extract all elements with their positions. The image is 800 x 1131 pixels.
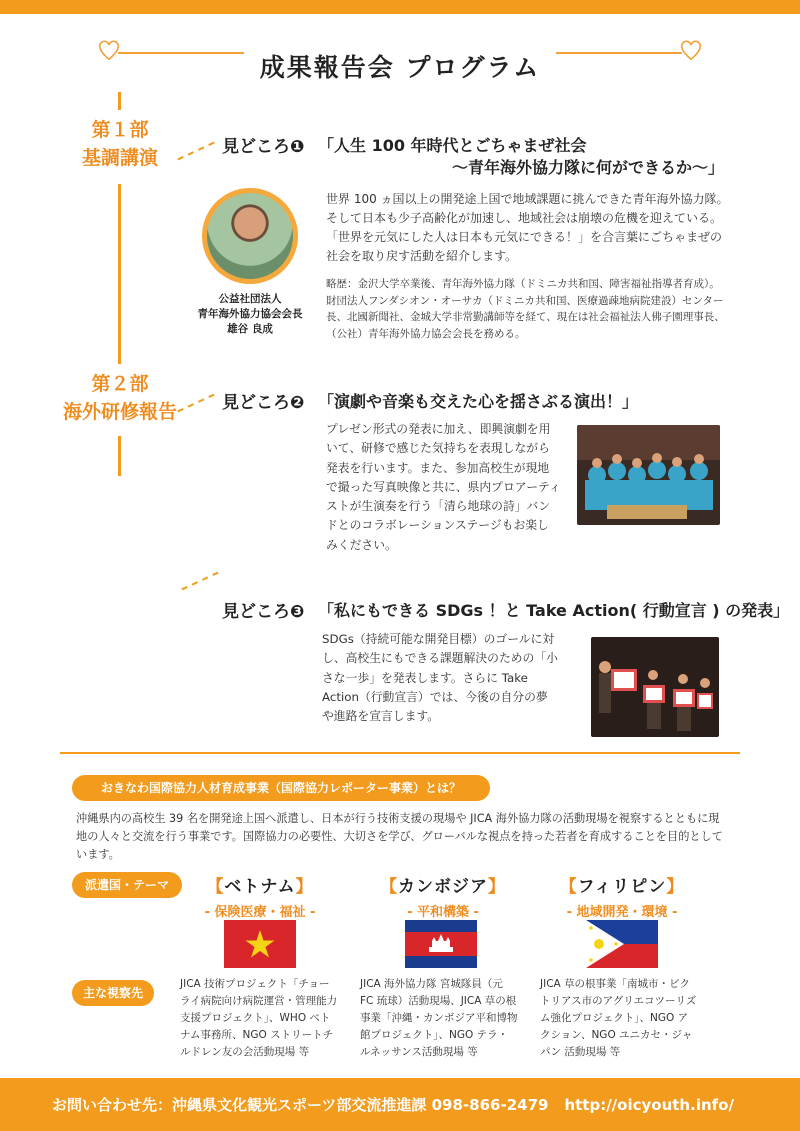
contact-info: お問い合わせ先：沖縄県文化観光スポーツ部交流推進課 098-866-2479 xyxy=(52,1096,549,1114)
text-line: 財団法人フンダシオン・オーサカ（ドミニカ共和国、医療過疎地病院建設）センター xyxy=(326,294,724,307)
highlight2-number: 見どころ❷ xyxy=(222,393,305,413)
speaker-portrait xyxy=(202,188,298,284)
text-line: 「世界を元気にした人は日本も元気にできる！」を合言葉にごちゃまぜの xyxy=(326,230,723,244)
text-line: トリアス市のアグリエコツーリズ xyxy=(540,995,697,1007)
speaker-career xyxy=(326,276,746,342)
text-line: 事業「沖縄・カンボジア平和博物 xyxy=(360,1012,518,1024)
text-line: JICA 草の根事業「南城市・ビク xyxy=(540,978,691,990)
speaker-title: 青年海外協力協会会長 xyxy=(197,308,303,320)
text-line: ストが生演奏を行う「清ら地球の詩」バン xyxy=(326,499,551,514)
philippines-flag-icon xyxy=(586,920,658,968)
country-name-text: カンボジア xyxy=(398,877,488,897)
text-line: みください。 xyxy=(326,537,397,552)
title-deco-line-left xyxy=(118,52,244,54)
text-line: 長、北國新聞社、金城大学非常勤講師等を経て、現在は社会福祉法人佛子園理事長、 xyxy=(326,311,725,323)
text-line: ナム事務所、NGO ストリートチ xyxy=(180,1029,334,1041)
country-name-text: フィリピン xyxy=(577,877,667,897)
text-line: （公社）青年海外協力協会会長を務める。 xyxy=(326,327,526,340)
text-line: ルドレン友の会活動現場 等 xyxy=(180,1046,310,1058)
speaker-org: 公益社団法人 xyxy=(218,293,282,305)
country-name-text: ベトナム xyxy=(224,877,296,897)
text-line: 世界 100 ヵ国以上の開発途上国で地域課題に挑んできた青年海外協力隊。 xyxy=(326,192,729,206)
text-line: いて、研修で感じた気持ちを表現しながら xyxy=(326,441,550,456)
text-line: プレゼン形式の発表に加え、即興演劇を用 xyxy=(326,422,551,436)
text-line: 支援プロジェクト」、WHO ベト xyxy=(180,1012,331,1024)
title-deco-line-right xyxy=(556,52,682,54)
highlight3-title: 「私にもできる SDGs ！と Take Action( 行動宣言 ) の発表」 xyxy=(318,601,790,620)
main-sites-label: 主な視察先 xyxy=(72,980,154,1006)
dashed-connector xyxy=(181,572,218,591)
part2-number: 第２部 xyxy=(91,373,149,395)
country-theme: - 地域開発・環境 - xyxy=(566,905,678,920)
part1-number: 第１部 xyxy=(91,119,149,141)
philippines-sites xyxy=(540,976,720,1061)
timeline-line xyxy=(118,436,121,476)
text-line: SDGs（持続可能な開発目標）のゴールに対 xyxy=(322,632,555,646)
website-link[interactable]: http://oicyouth.info/ xyxy=(564,1095,734,1114)
country-name: 【ベトナム】 xyxy=(206,877,314,897)
text-line: FC 琉球）活動現場、JICA 草の根 xyxy=(360,995,517,1007)
speaker-caption xyxy=(190,292,310,337)
heart-icon xyxy=(680,40,702,62)
text-line: ム強化プロジェクト」、NGO ア xyxy=(540,1012,689,1024)
country-philippines xyxy=(542,872,702,920)
timeline-line xyxy=(118,184,121,364)
part1-name: 基調講演 xyxy=(81,147,158,169)
highlight1-number: 見どころ❶ xyxy=(222,137,305,157)
part2-label xyxy=(40,370,200,426)
text-line: ドとのコラボレーションステージもお楽し xyxy=(326,518,549,533)
section-divider xyxy=(60,752,740,754)
part2-name: 海外研修報告 xyxy=(62,401,177,423)
heart-icon xyxy=(98,40,120,62)
text-line: JICA 海外協力隊 宮城隊員（元 xyxy=(360,978,503,990)
text-line: で撮った写真映像と共に、県内プロアーティ xyxy=(326,479,561,494)
text-line: パン 活動現場 等 xyxy=(540,1046,621,1058)
text-line: 社会を取り戻す活動を紹介します。 xyxy=(326,249,518,263)
page-title: 成果報告会 プログラム xyxy=(259,53,541,82)
about-heading: おきなわ国際協力人材育成事業（国際協力レポーター事業）とは？ xyxy=(72,775,490,801)
country-cambodia xyxy=(363,872,523,920)
country-theme: - 保険医療・福祉 - xyxy=(204,905,316,920)
timeline-line xyxy=(118,92,121,110)
about-description xyxy=(76,810,736,864)
text-line: 沖縄県内の高校生 39 名を開発途上国へ派遣し、日本が行う技術支援の現場や JICA 海外協力隊の活動現場を視察するとともに現 xyxy=(76,812,720,825)
cambodia-sites xyxy=(360,976,535,1061)
text-line: 略歴：金沢大学卒業後、青年海外協力隊（ドミニカ共和国、障害福祉指導者育成）。 xyxy=(326,278,720,290)
presentation-photo xyxy=(591,637,719,737)
highlight1-title-line2: ～青年海外協力隊に何ができるか～」 xyxy=(452,158,725,177)
text-line: います。 xyxy=(76,848,120,861)
country-vietnam xyxy=(180,872,340,920)
dispatch-theme-label: 派遣国・テーマ xyxy=(72,872,182,898)
country-theme: - 平和構築 - xyxy=(407,905,479,920)
text-line: Action（行動宣言）では、今後の自分の夢 xyxy=(322,689,548,704)
highlight2-title: 「演劇や音楽も交えた心を揺さぶる演出！」 xyxy=(318,392,639,411)
top-accent-bar xyxy=(0,0,800,14)
text-line: そして日本も少子高齢化が加速し、地域社会は崩壊の危機を迎えている。 xyxy=(326,211,723,225)
text-line: さな一歩」を発表します。さらに Take xyxy=(322,670,528,685)
text-line: し、高校生にもできる課題解決のための「小 xyxy=(322,651,558,666)
vietnam-flag-icon xyxy=(224,920,296,968)
part1-label xyxy=(40,116,200,172)
vietnam-sites xyxy=(180,976,355,1061)
text-line: JICA 技術プロジェクト「チョー xyxy=(180,978,330,990)
footer-contact-bar xyxy=(0,1078,800,1131)
highlight3-number: 見どころ❸ xyxy=(222,602,305,622)
highlight3-description xyxy=(322,630,582,726)
text-line: 発表を行います。また、参加高校生が現地 xyxy=(326,460,550,475)
highlight1-title-line1: 「人生 100 年時代とごちゃまぜ社会 xyxy=(318,136,587,155)
text-line: ルネッサンス活動現場 等 xyxy=(360,1046,478,1058)
highlight1-description xyxy=(326,190,746,266)
speaker-name: 雄谷 良成 xyxy=(227,323,273,335)
country-name: 【カンボジア】 xyxy=(380,877,506,897)
stage-performance-photo xyxy=(577,425,720,525)
text-line: 地の人々と交流を行う事業です。国際協力の必要性、大切さを学び、グローバルな視点を持った若者を育成することを目的として xyxy=(76,830,723,843)
cambodia-flag-icon xyxy=(405,920,477,968)
highlight2-description xyxy=(326,420,566,555)
country-name: 【フィリピン】 xyxy=(559,877,685,897)
text-line: ライ病院向け病院運営・管理能力 xyxy=(180,995,338,1007)
text-line: クション、NGO ユニカセ・ジャ xyxy=(540,1029,693,1041)
text-line: 館プロジェクト」、NGO テラ・ xyxy=(360,1029,509,1041)
text-line: や進路を宣言します。 xyxy=(322,709,440,724)
